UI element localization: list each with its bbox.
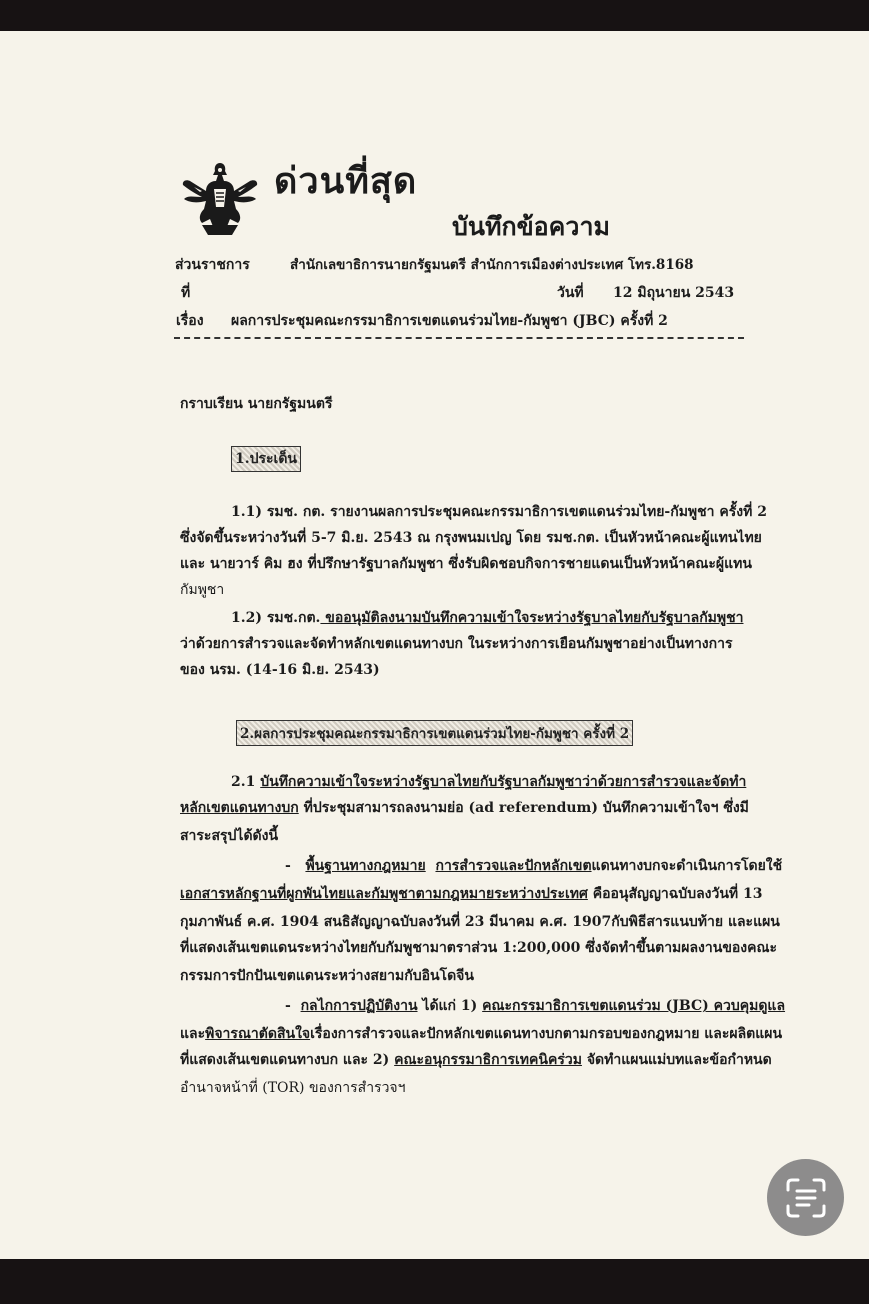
p2-1-line-1	[231, 773, 746, 792]
bullet-2-line-2	[180, 1025, 782, 1044]
bullet-2-line-3-underlined: คณะอนุกรรมาธิการเทคนิคร่วม	[394, 1052, 582, 1068]
bullet-2-line-2-pre: และ	[180, 1026, 206, 1042]
p2-1-underlined: บันทึกความเข้าใจระหว่างรัฐบาลไทยกับรัฐบาลกัมพูชาว่าด้วยการสำรวจและจัดทำ	[260, 774, 747, 790]
bullet-2-mid: ได้แก่ 1)	[417, 998, 483, 1014]
bullet-1-dash: -	[285, 858, 291, 874]
p1-2-underlined: ขออนุมัติลงนามบันทึกความเข้าใจระหว่างรัฐบาลไทยกับรัฐบาลกัมพูชา	[320, 610, 744, 626]
header-divider	[174, 337, 744, 339]
p1-1-line-3: และ นายวาร์ คิม ฮง ที่ปรึกษารัฐบาลกัมพูชา ซึ่งรับผิดชอบกิจการชายแดนเป็นหัวหน้าคณะผู้แทน	[180, 556, 752, 572]
bullet-1-line-2-rest: คืออนุสัญญาฉบับลงวันที่ 13	[587, 886, 763, 902]
agency-value: สำนักเลขาธิการนายกรัฐมนตรี สำนักการเมืองต่างประเทศ โทร.8168	[290, 257, 694, 273]
bullet-1-line-2-underlined: เอกสารหลักฐานที่ผูกพันไทยและกัมพูชาตามกฎหมายระหว่างประเทศ	[180, 886, 588, 902]
top-bar	[0, 0, 869, 31]
bullet-1-line-4: ที่แสดงเส้นเขตแดนระหว่างไทยกับกัมพูชามาตราส่วน 1:200,000 ซึ่งจัดทำขึ้นตามผลงานของคณะ	[180, 940, 778, 956]
p1-2-line-1	[231, 609, 743, 628]
bullet-2-label: กลไกการปฏิบัติงาน	[300, 998, 418, 1014]
p1-1-line-1: 1.1) รมช. กต. รายงานผลการประชุมคณะกรรมาธิการเขตแดนร่วมไทย-กัมพูชา ครั้งที่ 2	[231, 504, 767, 520]
p2-1-prefix: 2.1	[231, 774, 261, 790]
bullet-1-line-1-rest: แดนทางบกจะดำเนินการโดยใช้	[591, 858, 783, 874]
bullet-2-line-3-pre: ที่แสดงเส้นเขตแดนทางบก และ 2)	[180, 1052, 395, 1068]
date-value: 12 มิถุนายน 2543	[613, 285, 735, 301]
agency-label: ส่วนราชการ	[175, 257, 250, 273]
urgency-stamp: ด่วนที่สุด	[274, 160, 418, 202]
bullet-1-label: พื้นฐานทางกฎหมาย	[305, 858, 426, 874]
bullet-1-underlined: การสำรวจและปักหลักเขต	[435, 858, 592, 874]
bullet-2-dash: -	[285, 998, 291, 1014]
text-scan-icon	[784, 1176, 828, 1220]
date-label: วันที่	[557, 285, 584, 301]
bullet-2-line-1	[285, 997, 785, 1016]
bullet-1-line-2	[180, 885, 763, 904]
p1-1-line-2: ซึ่งจัดขึ้นระหว่างวันที่ 5-7 มิ.ย. 2543 ณ กรุงพนมเปญ โดย รมช.กต. เป็นหัวหน้าคณะผู้แทนไทย	[180, 530, 762, 546]
section-2-heading: 2.ผลการประชุมคณะกรรมาธิการเขตแดนร่วมไทย-กัมพูชา ครั้งที่ 2	[236, 720, 633, 746]
bullet-2-line-4: อำนาจหน้าที่ (TOR) ของการสำรวจฯ	[180, 1080, 406, 1096]
subject-value: ผลการประชุมคณะกรรมาธิการเขตแดนร่วมไทย-กัมพูชา (JBC) ครั้งที่ 2	[231, 313, 668, 329]
bullet-2-line-3-rest: จัดทำแผนแม่บทและข้อกำหนด	[581, 1052, 772, 1068]
bottom-bar	[0, 1259, 869, 1304]
p1-2-line-3: ของ นรม. (14-16 มิ.ย. 2543)	[180, 662, 380, 678]
p1-2-prefix: 1.2) รมช.กต.	[231, 610, 321, 626]
p1-2-line-2: ว่าด้วยการสำรวจและจัดทำหลักเขตแดนทางบก ในระหว่างการเยือนกัมพูชาอย่างเป็นทางการ	[180, 636, 733, 652]
bullet-1-line-1	[285, 857, 782, 876]
subject-label: เรื่อง	[176, 313, 204, 329]
bullet-2-line-2-underlined: พิจารณาตัดสินใจ	[205, 1026, 311, 1042]
p2-1-line-2	[180, 799, 749, 818]
bullet-2-line-2-rest: เรื่องการสำรวจและปักหลักเขตแดนทางบกตามกรอบของกฎหมาย และผลิตแผน	[310, 1026, 783, 1042]
ref-label: ที่	[181, 285, 191, 301]
document-page	[0, 31, 869, 1259]
bullet-1-line-3: กุมภาพันธ์ ค.ศ. 1904 สนธิสัญญาฉบับลงวันที่ 23 มีนาคม ค.ศ. 1907กับพิธีสารแนบท้าย และแผน	[180, 914, 780, 930]
section-1-heading: 1.ประเด็น	[231, 446, 301, 472]
bullet-2-line-3	[180, 1051, 772, 1070]
p2-1-line-2-underlined: หลักเขตแดนทางบก	[180, 800, 299, 816]
bullet-1-line-5: กรรมการปักปันเขตแดนระหว่างสยามกับอินโดจีน	[180, 968, 474, 984]
p2-1-line-2-rest: ที่ประชุมสามารถลงนามย่อ (ad referendum) บันทึกความเข้าใจฯ ซึ่งมี	[298, 800, 749, 816]
salutation: กราบเรียน นายกรัฐมนตรี	[180, 396, 333, 412]
garuda-emblem-icon	[180, 159, 260, 237]
text-scan-button[interactable]	[767, 1159, 844, 1236]
p2-1-line-3: สาระสรุปได้ดังนี้	[180, 828, 279, 844]
p1-1-line-4: กัมพูชา	[180, 582, 225, 598]
memo-title: บันทึกข้อความ	[452, 212, 610, 241]
bullet-2-underlined: คณะกรรมาธิการเขตแดนร่วม (JBC) ควบคุมดูแล	[482, 998, 786, 1014]
